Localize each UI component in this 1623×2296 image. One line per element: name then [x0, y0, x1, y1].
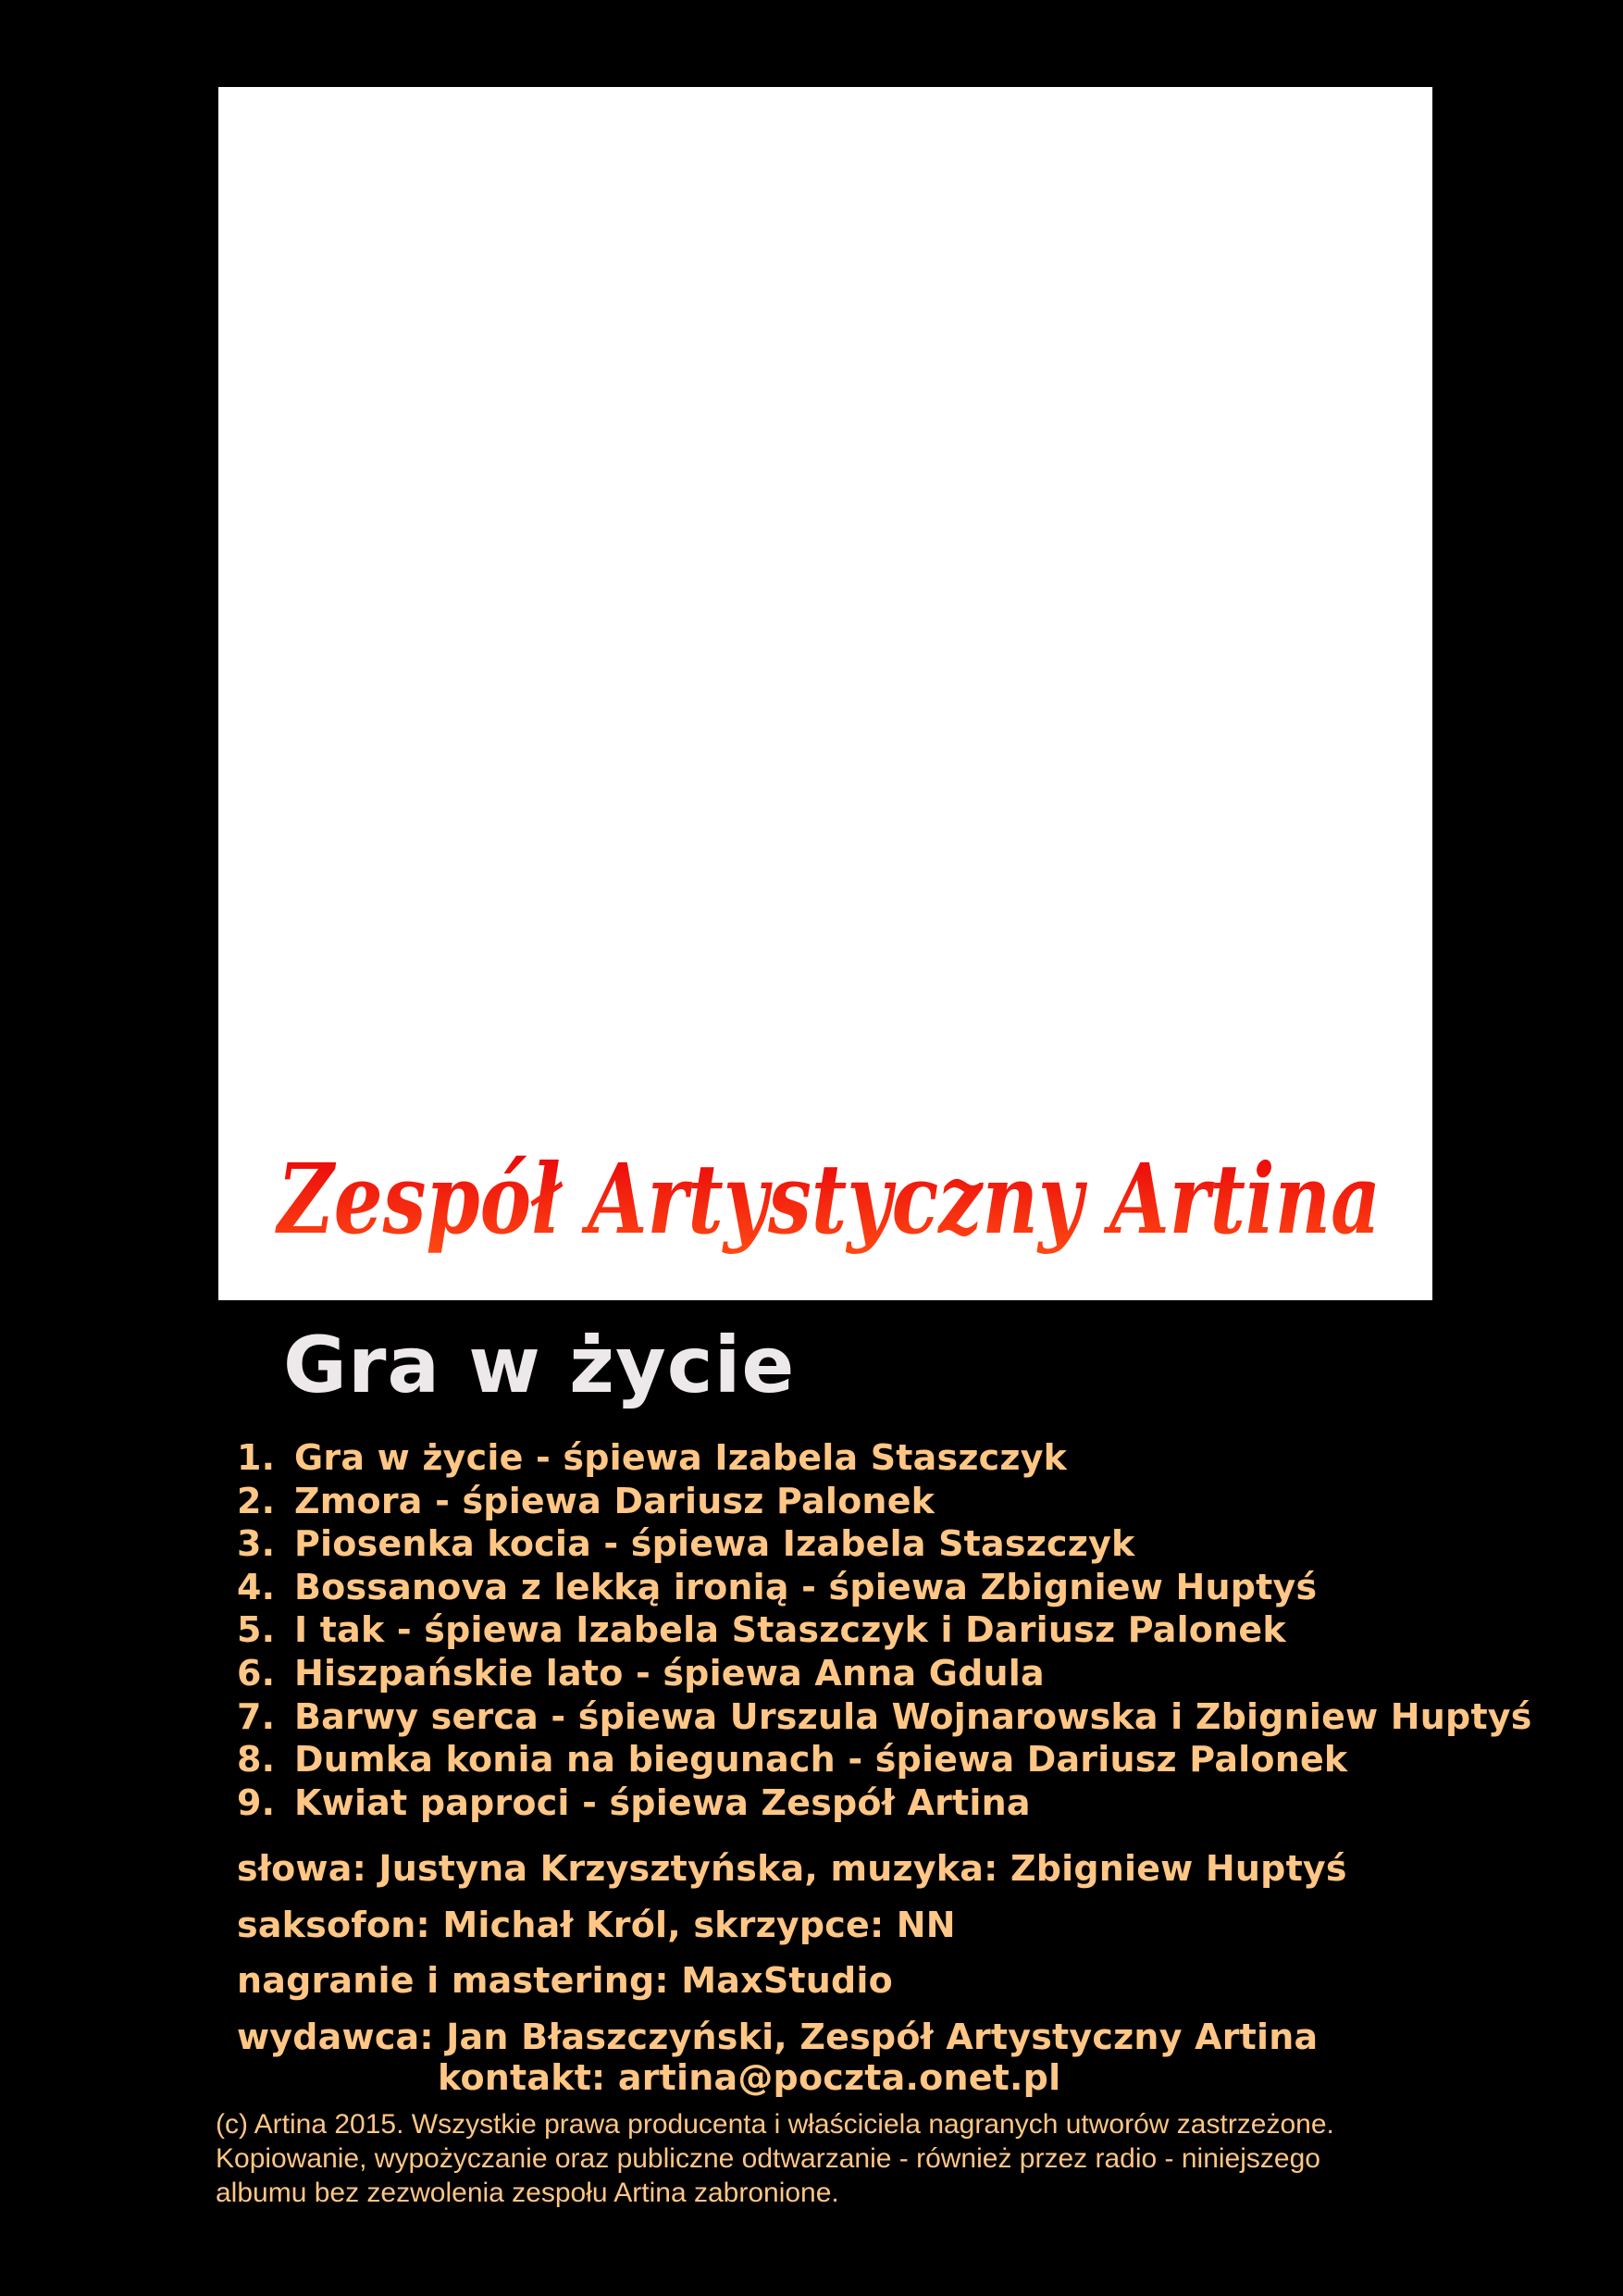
track-item — [237, 1436, 1532, 1480]
track-item — [237, 1522, 1532, 1566]
track-item — [237, 1695, 1532, 1739]
track-number: 8. — [237, 1739, 276, 1781]
credit-lyrics-music: słowa: Justyna Krzysztyńska, muzyka: Zbigniew Huptyś — [237, 1848, 1347, 1889]
track-item — [237, 1738, 1532, 1781]
track-number: 6. — [237, 1652, 276, 1694]
track-title: Dumka konia na biegunach - śpiewa Dariusz Palonek — [294, 1739, 1348, 1781]
track-number: 9. — [237, 1781, 276, 1823]
track-title: Hiszpańskie lato - śpiewa Anna Gdula — [294, 1652, 1045, 1694]
album-title: Gra w życie — [283, 1320, 796, 1410]
band-name-logo — [274, 1131, 1388, 1307]
credit-publisher: wydawca: Jan Błaszczyński, Zespół Artystyczny Artina — [237, 2017, 1319, 2057]
track-list — [237, 1436, 1532, 1824]
copyright-line: albumu bez zezwolenia zespołu Artina zabronione. — [216, 2178, 839, 2208]
copyright-notice — [216, 2107, 1511, 2210]
band-name-text: Zespół Artystyczny Artina — [274, 1142, 1381, 1256]
copyright-line: (c) Artina 2015. Wszystkie prawa producenta i właściciela nagranych utworów zastrzeżone. — [216, 2109, 1334, 2140]
track-title: Kwiat paproci - śpiewa Zespół Artina — [294, 1781, 1031, 1823]
cover-image-panel — [218, 87, 1432, 1300]
copyright-line: Kopiowanie, wypożyczanie oraz publiczne odtwarzanie - również przez radio - niniejszego — [216, 2143, 1320, 2174]
track-title: Piosenka kocia - śpiewa Izabela Staszczyk — [294, 1523, 1135, 1565]
track-number: 2. — [237, 1480, 276, 1521]
track-item — [237, 1480, 1532, 1523]
track-number: 5. — [237, 1609, 276, 1651]
track-item — [237, 1781, 1532, 1825]
track-item — [237, 1652, 1532, 1695]
track-title: Barwy serca - śpiewa Urszula Wojnarowska i Zbigniew Huptyś — [294, 1695, 1532, 1737]
track-number: 3. — [237, 1523, 276, 1565]
credit-contact: kontakt: artina@poczta.onet.pl — [438, 2057, 1061, 2098]
credit-recording: nagranie i mastering: MaxStudio — [237, 1960, 893, 2001]
track-number: 7. — [237, 1695, 276, 1737]
track-title: Gra w życie - śpiewa Izabela Staszczyk — [294, 1437, 1068, 1478]
track-title: Zmora - śpiewa Dariusz Palonek — [294, 1480, 935, 1521]
credit-instruments: saksofon: Michał Król, skrzypce: NN — [237, 1905, 956, 1945]
track-number: 1. — [237, 1437, 276, 1478]
track-item — [237, 1566, 1532, 1609]
track-number: 4. — [237, 1566, 276, 1607]
track-title: I tak - śpiewa Izabela Staszczyk i Dariusz Palonek — [294, 1609, 1286, 1651]
track-item — [237, 1608, 1532, 1652]
track-title: Bossanova z lekką ironią - śpiewa Zbigniew Huptyś — [294, 1566, 1318, 1607]
